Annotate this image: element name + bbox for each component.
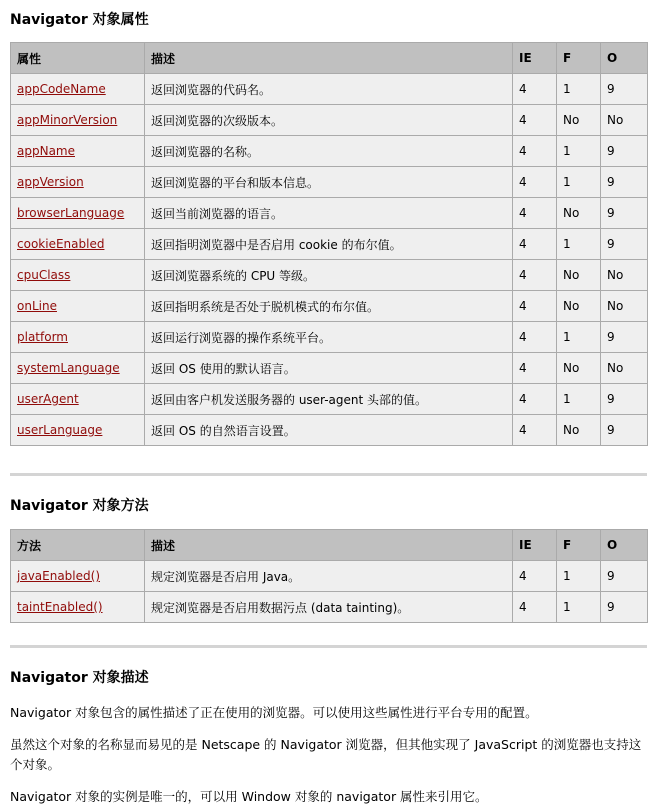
description-cell: 规定浏览器是否启用 Java。 [145,561,513,592]
name-cell [11,260,145,291]
description-cell: 返回浏览器的代码名。 [145,74,513,105]
ie-version-cell: 4 [513,167,557,198]
ie-version-cell: 4 [513,291,557,322]
table-row [11,291,648,322]
description-paragraph-3: Navigator 对象的实例是唯一的，可以用 Window 对象的 navigator 属性来引用它。 [10,789,488,804]
ie-version-cell: 4 [513,105,557,136]
header-property: 属性 [11,43,145,74]
description-cell: 返回 OS 的自然语言设置。 [145,415,513,446]
reference-link[interactable]: appCodeName [17,82,106,96]
description-cell: 返回浏览器的平台和版本信息。 [145,167,513,198]
opera-version-cell: No [601,260,648,291]
header-method: 方法 [11,530,145,561]
description-cell: 返回 OS 使用的默认语言。 [145,353,513,384]
firefox-version-cell: 1 [557,592,601,623]
firefox-version-cell: No [557,260,601,291]
table-row [11,105,648,136]
table-row [11,136,648,167]
opera-version-cell: No [601,105,648,136]
ie-version-cell: 4 [513,322,557,353]
table-row [11,415,648,446]
reference-link[interactable]: cookieEnabled [17,237,105,251]
ie-version-cell: 4 [513,384,557,415]
name-cell [11,198,145,229]
opera-version-cell: 9 [601,322,648,353]
description-paragraph-2: 虽然这个对象的名称显而易见的是 Netscape 的 Navigator 浏览器，但其他实现了 JavaScript 的浏览器也支持这个对象。 [10,737,642,772]
ie-version-cell: 4 [513,561,557,592]
firefox-version-cell: No [557,415,601,446]
reference-link[interactable]: onLine [17,299,57,313]
header-ie: IE [513,43,557,74]
description-cell: 返回浏览器的次级版本。 [145,105,513,136]
opera-version-cell: 9 [601,229,648,260]
table-row [11,353,648,384]
opera-version-cell: 9 [601,198,648,229]
opera-version-cell: 9 [601,592,648,623]
ie-version-cell: 4 [513,198,557,229]
description-cell: 返回浏览器的名称。 [145,136,513,167]
description-paragraph-1: Navigator 对象包含的属性描述了正在使用的浏览器。可以使用这些属性进行平台专用的配置。 [10,705,538,720]
firefox-version-cell: 1 [557,322,601,353]
name-cell [11,229,145,260]
reference-link[interactable]: appMinorVersion [17,113,118,127]
table-row [11,260,648,291]
name-cell [11,167,145,198]
ie-version-cell: 4 [513,592,557,623]
properties-table [10,42,648,446]
methods-table-body [11,561,648,623]
ie-version-cell: 4 [513,415,557,446]
opera-version-cell: No [601,291,648,322]
opera-version-cell: 9 [601,415,648,446]
methods-table-header-row [11,530,648,561]
description-cell: 返回由客户机发送服务器的 user-agent 头部的值。 [145,384,513,415]
properties-table-header-row [11,43,648,74]
firefox-version-cell: 1 [557,74,601,105]
header-description: 描述 [145,43,513,74]
opera-version-cell: 9 [601,561,648,592]
table-row [11,198,648,229]
firefox-version-cell: 1 [557,229,601,260]
name-cell [11,105,145,136]
description-cell: 返回指明系统是否处于脱机模式的布尔值。 [145,291,513,322]
name-cell [11,74,145,105]
description-section-title: Navigator 对象描述 [10,670,149,686]
description-cell: 返回浏览器系统的 CPU 等级。 [145,260,513,291]
firefox-version-cell: 1 [557,167,601,198]
table-row [11,561,648,592]
description-cell: 规定浏览器是否启用数据污点 (data tainting)。 [145,592,513,623]
table-row [11,229,648,260]
firefox-version-cell: 1 [557,136,601,167]
ie-version-cell: 4 [513,229,557,260]
opera-version-cell: 9 [601,384,648,415]
reference-link[interactable]: taintEnabled() [17,600,103,614]
name-cell [11,136,145,167]
table-row [11,322,648,353]
properties-section-title: Navigator 对象属性 [10,12,149,28]
firefox-version-cell: No [557,105,601,136]
methods-section-title: Navigator 对象方法 [10,498,149,514]
reference-link[interactable]: platform [17,330,68,344]
name-cell [11,561,145,592]
reference-link[interactable]: appVersion [17,175,84,189]
name-cell [11,592,145,623]
firefox-version-cell: 1 [557,561,601,592]
name-cell [11,291,145,322]
header-opera: O [601,530,648,561]
header-firefox: F [557,530,601,561]
ie-version-cell: 4 [513,260,557,291]
firefox-version-cell: No [557,353,601,384]
table-row [11,384,648,415]
reference-link[interactable]: appName [17,144,75,158]
table-row [11,167,648,198]
description-cell: 返回指明浏览器中是否启用 cookie 的布尔值。 [145,229,513,260]
reference-link[interactable]: systemLanguage [17,361,120,375]
reference-link[interactable]: userAgent [17,392,79,406]
properties-table-body [11,74,648,446]
name-cell [11,322,145,353]
header-firefox: F [557,43,601,74]
description-cell: 返回运行浏览器的操作系统平台。 [145,322,513,353]
opera-version-cell: No [601,353,648,384]
header-opera: O [601,43,648,74]
reference-link[interactable]: cpuClass [17,268,71,282]
table-row [11,592,648,623]
firefox-version-cell: No [557,198,601,229]
ie-version-cell: 4 [513,136,557,167]
header-description: 描述 [145,530,513,561]
table-row [11,74,648,105]
section-divider [10,645,647,648]
ie-version-cell: 4 [513,74,557,105]
name-cell [11,353,145,384]
name-cell [11,384,145,415]
header-ie: IE [513,530,557,561]
reference-link[interactable]: userLanguage [17,423,103,437]
opera-version-cell: 9 [601,74,648,105]
description-cell: 返回当前浏览器的语言。 [145,198,513,229]
reference-link[interactable]: javaEnabled() [17,569,100,583]
name-cell [11,415,145,446]
reference-link[interactable]: browserLanguage [17,206,125,220]
firefox-version-cell: No [557,291,601,322]
firefox-version-cell: 1 [557,384,601,415]
opera-version-cell: 9 [601,136,648,167]
ie-version-cell: 4 [513,353,557,384]
section-divider [10,473,647,476]
methods-table [10,529,648,623]
opera-version-cell: 9 [601,167,648,198]
